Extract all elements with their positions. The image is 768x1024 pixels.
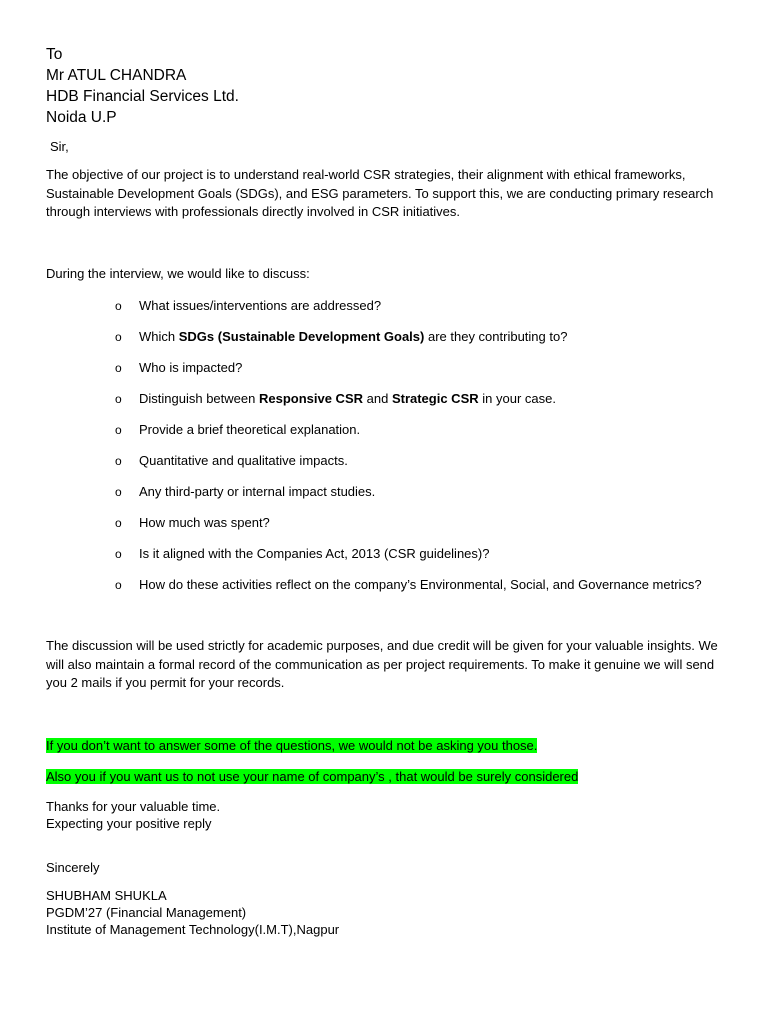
list-item-text (139, 298, 381, 313)
bullet-marker: o (115, 578, 122, 592)
expecting-line: Expecting your positive reply (46, 816, 212, 831)
list-item (115, 514, 270, 532)
text-run: Any third-party or internal impact studies. (139, 484, 376, 499)
list-item-text (139, 360, 242, 375)
signature-name: SHUBHAM SHUKLA (46, 888, 167, 903)
list-item-text (139, 329, 567, 344)
text-run: What issues/interventions are addressed? (139, 298, 382, 313)
list-item (115, 328, 567, 346)
bullet-marker: o (115, 485, 122, 499)
signature-program: PGDM’27 (Financial Management) (46, 905, 247, 920)
list-item (115, 576, 702, 594)
discuss-heading: During the interview, we would like to discuss: (46, 266, 310, 281)
highlight-text-1: If you don’t want to answer some of the questions, we would not be asking you those. (46, 738, 538, 753)
bullet-marker: o (115, 392, 122, 406)
text-run: Who is impacted? (139, 360, 243, 375)
text-run: Quantitative and qualitative impacts. (139, 453, 348, 468)
signature-institute: Institute of Management Technology(I.M.T),Nagpur (46, 922, 340, 937)
bullet-marker: o (115, 547, 122, 561)
text-run: Is it aligned with the Companies Act, 2013 (CSR guidelines)? (139, 546, 490, 561)
list-item (115, 421, 360, 439)
thanks-line: Thanks for your valuable time. (46, 799, 221, 814)
bold-term: Responsive CSR (258, 391, 364, 406)
list-item (115, 545, 489, 563)
recipient-company: HDB Financial Services Ltd. (46, 88, 239, 105)
closing: Sincerely (46, 860, 100, 875)
list-item-text (139, 577, 702, 592)
bullet-marker: o (115, 423, 122, 437)
bullet-marker: o (115, 330, 122, 344)
recipient-city: Noida U.P (46, 109, 117, 126)
bullet-marker: o (115, 454, 122, 468)
highlight-text-2: Also you if you want us to not use your name of company’s , that would be surely considered (46, 769, 579, 784)
text-run: Which (139, 329, 179, 344)
list-item-text (139, 391, 556, 406)
list-item-text (139, 546, 489, 561)
list-item (115, 359, 242, 377)
list-item (115, 452, 348, 470)
bold-term: SDGs (Sustainable Development Goals) (178, 329, 425, 344)
list-item-text (139, 515, 270, 530)
bullet-marker: o (115, 299, 122, 313)
discussion-paragraph: The discussion will be used strictly for academic purposes, and due credit will be given for your valuable insights. We will also maintain a formal record of the communication as per project requirements. To make it genuine we will send you 2 mails if you permit for your records. (46, 638, 718, 690)
list-item (115, 297, 381, 315)
bold-term: Strategic CSR (391, 391, 479, 406)
address-to: To (46, 46, 63, 63)
text-run: How do these activities reflect on the company’s Environmental, Social, and Governance metrics? (139, 577, 702, 592)
intro-paragraph: The objective of our project is to understand real-world CSR strategies, their alignment with ethical frameworks, Sustainable Development Goals (SDGs), and ESG parameters. To support this, we are conducting primary research through interviews with professionals directly involved in CSR initiatives. (46, 167, 714, 219)
bullet-marker: o (115, 516, 122, 530)
text-run: How much was spent? (139, 515, 270, 530)
highlight-note-2 (46, 768, 578, 787)
list-item (115, 390, 556, 408)
text-run: Distinguish between (139, 391, 259, 406)
list-item-text (139, 484, 375, 499)
list-item-text (139, 422, 360, 437)
list-item (115, 483, 375, 501)
text-run: are they contributing to? (424, 329, 568, 344)
text-run: in your case. (478, 391, 556, 406)
recipient-name: Mr ATUL CHANDRA (46, 67, 187, 84)
bullet-marker: o (115, 361, 122, 375)
list-item-text (139, 453, 348, 468)
text-run: and (363, 391, 392, 406)
text-run: Provide a brief theoretical explanation. (139, 422, 361, 437)
highlight-note-1 (46, 737, 537, 756)
salutation: Sir, (50, 139, 69, 154)
